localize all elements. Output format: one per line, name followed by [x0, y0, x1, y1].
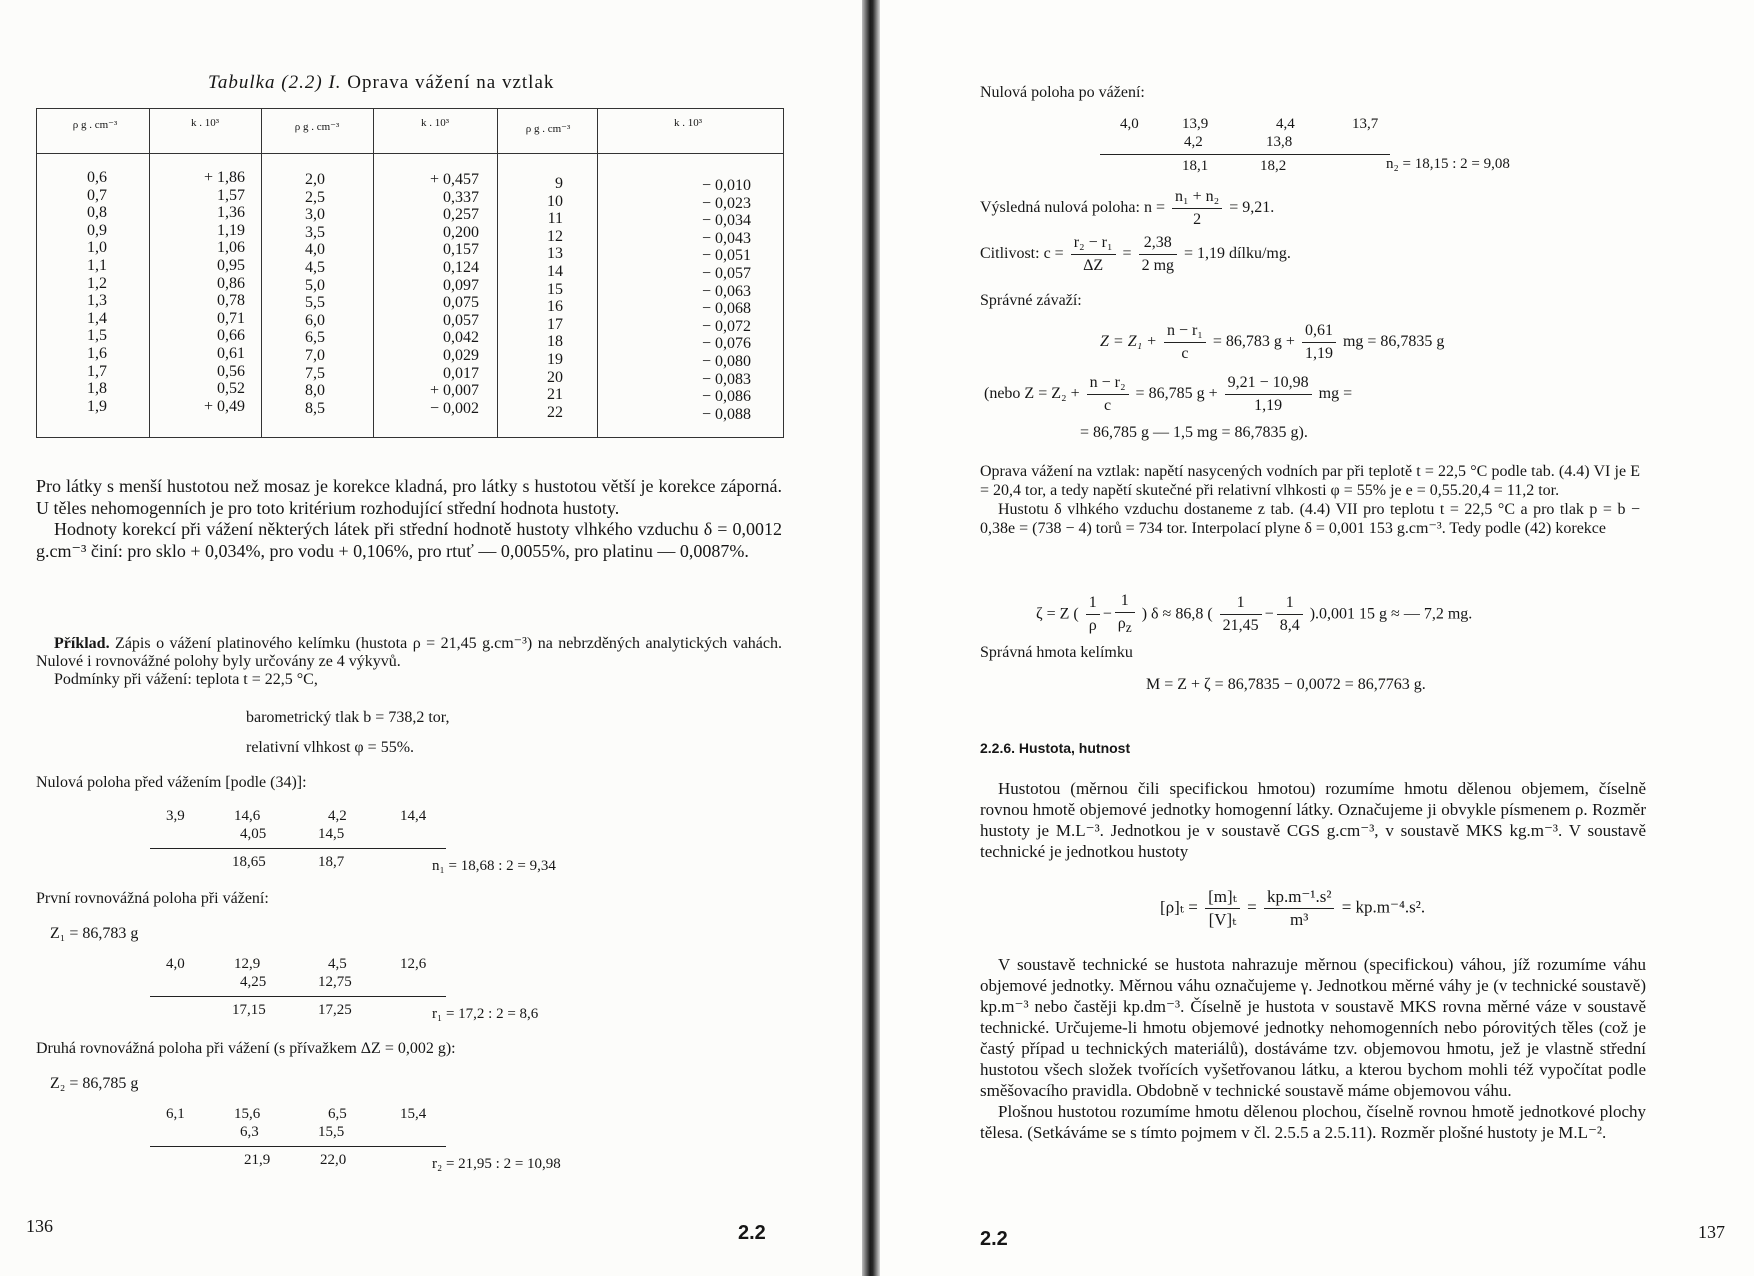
- table-cell: − 0,010: [701, 177, 751, 194]
- fraction: [1164, 320, 1206, 365]
- table-cell: − 0,083: [701, 370, 751, 388]
- table-cell: 1,7: [87, 362, 107, 380]
- table-cell: − 0,068: [701, 300, 751, 318]
- equation-part: mg = 86,7835 g: [1342, 333, 1445, 351]
- readings-value: 15,4: [400, 1106, 427, 1122]
- table-cell: 0,9: [87, 221, 107, 239]
- fraction: [1264, 886, 1335, 931]
- readings-value: 4,0: [1120, 116, 1139, 132]
- table-cell: 2,0: [305, 171, 325, 188]
- table-header-density: ρ g . cm⁻³: [525, 123, 571, 135]
- table-cell: 0,61: [217, 344, 245, 362]
- numerator: 1: [1220, 592, 1262, 615]
- table-cell: 10: [547, 192, 563, 210]
- readings-value: 3,9: [166, 808, 185, 824]
- table-cell: − 0,043: [701, 229, 751, 247]
- humidity-line: relativní vlhkost φ = 55%.: [246, 739, 415, 756]
- table-cell: + 1,86: [203, 169, 245, 186]
- table-cell: 0,56: [217, 362, 245, 380]
- correct-weight-label: Správné závaží:: [980, 292, 1082, 309]
- readings-sum: 17,25: [318, 1002, 352, 1018]
- table-cell: 0,017: [443, 364, 479, 382]
- table-cell: 3,0: [305, 206, 325, 224]
- fraction: [1225, 372, 1312, 417]
- fraction: [1087, 372, 1129, 417]
- resulting-zero-equation: [980, 186, 1274, 231]
- table-cell: 6,0: [305, 311, 325, 329]
- table-cell: 0,124: [443, 258, 479, 276]
- table-cell: + 0,49: [203, 397, 245, 415]
- readings-sum: 17,15: [232, 1002, 266, 1018]
- table-cell: 22: [547, 403, 563, 421]
- table-cell: 0,66: [217, 327, 245, 345]
- table-cell: − 0,023: [701, 194, 751, 212]
- table-cell: 1,57: [217, 186, 245, 204]
- fraction: [1071, 232, 1116, 277]
- numerator: 1: [1277, 592, 1303, 615]
- table-cell: 8,0: [305, 382, 325, 400]
- table-title: [208, 72, 554, 94]
- example-text: Zápis o vážení platinového kelímku (hustota ρ = 21,45 g.cm⁻³) na nebrzděných analytických vahách. Nulové i rovnovážné polohy byly určovány ze 4 výkyvů.: [36, 635, 783, 670]
- z1-value: Z₁ = 86,783 g: [50, 925, 139, 942]
- denominator: 21,45: [1222, 617, 1259, 635]
- table-cell: 1,8: [87, 380, 107, 398]
- denominator: m³: [1290, 910, 1309, 929]
- equation-value: = 1,19 dílku/mg.: [1184, 245, 1291, 263]
- paragraph: Pro látky s menší hustotou než mosaz je korekce kladná, pro látky s hustotou větší je korekce záporná. U těles nehomogenních je pro toto kritérium rozhodující střední hodnota hustoty.: [36, 476, 782, 518]
- table-cell: 0,042: [443, 329, 479, 347]
- table-cell: 16: [547, 298, 563, 316]
- denominator: 8,4: [1279, 617, 1300, 635]
- weight-equation-2: [984, 372, 1352, 417]
- table-cell: 0,200: [443, 223, 479, 241]
- table-cell: 17: [547, 315, 563, 333]
- table-cell: 1,06: [217, 239, 245, 257]
- readings-value: 13,9: [1182, 116, 1209, 132]
- equation-label: Výsledná nulová poloha: n =: [980, 199, 1165, 217]
- specific-weight-text: [980, 954, 1646, 1143]
- table-cell: − 0,072: [701, 317, 751, 335]
- table-cell: + 0,457: [429, 171, 479, 188]
- table-cell: 0,075: [443, 294, 479, 312]
- table-cell: 2,5: [305, 188, 325, 206]
- table-cell: − 0,063: [701, 282, 751, 300]
- table-column-k-2: [389, 171, 479, 417]
- readings-value: 4,4: [1276, 116, 1295, 132]
- readings-value: 12,75: [318, 974, 352, 990]
- table-cell: 1,36: [217, 204, 245, 222]
- numerator: 1: [1086, 592, 1100, 615]
- table-cell: 1,3: [87, 292, 107, 310]
- table-cell: 21: [547, 386, 563, 404]
- correct-mass-label: Správná hmota kelímku: [980, 644, 1133, 661]
- paragraph: Hustotu δ vlhkého vzduchu dostaneme z tab. (4.4) VII pro teplotu t = 22,5 °C a pro tlak p = b − 0,38e = (738 − 4) torů = 734 tor. Interpolací plyne δ = 0,001 153 g.cm⁻³. Tedy podle (42) korekce: [980, 501, 1640, 537]
- example-label: Příklad.: [54, 635, 110, 652]
- table-cell: 5,5: [305, 294, 325, 312]
- buoyancy-correction-table: [36, 108, 784, 438]
- second-position-label: Druhá rovnovážná poloha při vážení (s přívažkem ΔZ = 0,002 g):: [36, 1040, 456, 1057]
- denominator: 1,19: [1304, 345, 1333, 362]
- readings-sum: 22,0: [320, 1152, 347, 1168]
- table-cell: 0,7: [87, 186, 107, 204]
- equation-part: ζ = Z (: [1036, 605, 1079, 623]
- example-block: [36, 635, 782, 689]
- denominator: 2 mg: [1141, 257, 1175, 274]
- readings-value: 6,3: [240, 1124, 259, 1140]
- readings-sum: 18,7: [318, 854, 345, 870]
- readings-sum: 18,65: [232, 854, 266, 870]
- table-cell: 1,19: [217, 221, 245, 239]
- table-cell: 1,1: [87, 256, 107, 274]
- readings-value: 14,5: [318, 826, 345, 842]
- equation-part: [ρ]ₜ =: [1160, 897, 1198, 917]
- table-column-density-1: [73, 169, 107, 415]
- table-column-density-2: [289, 171, 325, 417]
- table-column-density-3: [521, 175, 563, 421]
- table-divider: [497, 109, 498, 437]
- fraction: [1115, 590, 1135, 639]
- first-position-label: První rovnovážná poloha při vážení:: [36, 890, 269, 907]
- table-cell: 1,6: [87, 344, 107, 362]
- table-cell: − 0,086: [701, 388, 751, 406]
- denominator: 1,19: [1254, 397, 1283, 414]
- table-cell: 1,2: [87, 274, 107, 292]
- table-cell: − 0,057: [701, 264, 751, 282]
- table-cell: 7,0: [305, 346, 325, 364]
- numerator: [m]ₜ: [1205, 886, 1240, 909]
- table-cell: 3,5: [305, 223, 325, 241]
- table-cell: − 0,076: [701, 335, 751, 353]
- table-cell: 1,5: [87, 327, 107, 345]
- readings-sum: 21,9: [244, 1152, 271, 1168]
- table-cell: − 0,002: [429, 399, 479, 417]
- readings-value: 4,05: [240, 826, 267, 842]
- numerator: 9,21 − 10,98: [1225, 372, 1312, 395]
- readings-value: 13,8: [1266, 134, 1293, 150]
- table-cell: 19: [547, 350, 563, 368]
- readings-value: 13,7: [1352, 116, 1379, 132]
- table-cell: − 0,051: [701, 247, 751, 265]
- zeta-equation: ζ = Z ( $\frac{1}{\rho}$ − $\frac{1}{\rho_z}$ ) δ ≈ 86,8 ( $\frac{1}{21,45}$ − $\frac{1}{8,4}$ ).0,001 15 g ≈ — 7,2 mg.: [1036, 590, 1472, 639]
- denominator: c: [1181, 345, 1189, 362]
- sum-rule: [150, 996, 446, 997]
- table-cell: 5,0: [305, 276, 325, 294]
- readings-value: 14,6: [234, 808, 261, 824]
- table-header-density: ρ g . cm⁻³: [72, 119, 118, 131]
- table-cell: 11: [547, 210, 563, 228]
- fraction: [1086, 592, 1100, 637]
- equation-part: = 86,785 g +: [1135, 385, 1218, 403]
- right-page: [880, 0, 1754, 1276]
- fraction: [1277, 592, 1303, 637]
- table-cell: 0,097: [443, 276, 479, 294]
- table-cell: 4,5: [305, 258, 325, 276]
- table-column-k-3: [657, 177, 751, 423]
- left-page: [0, 0, 862, 1276]
- numerator: 2,38: [1139, 232, 1177, 255]
- density-dimension-equation: [ρ]ₜ = $\frac{\text{[m]ₜ}}{\text{[V]ₜ}}$ = $\frac{\text{kp.m⁻¹.s²}}{\text{m³}}$ = kp.m⁻⁴.s².: [1160, 887, 1426, 929]
- first-result: r₁ = 17,2 : 2 = 8,6: [432, 1006, 539, 1022]
- fraction: [1172, 186, 1222, 231]
- table-cell: 0,337: [443, 188, 479, 206]
- equation-part: (nebo Z = Z₂ +: [984, 385, 1080, 403]
- denominator: 2: [1193, 211, 1202, 228]
- readings-value: 4,2: [1184, 134, 1203, 150]
- sum-rule: [1100, 154, 1390, 155]
- equation-part: ).0,001 15 g ≈ — 7,2 mg.: [1309, 605, 1473, 623]
- equation-part: = 86,783 g +: [1212, 333, 1295, 351]
- readings-value: 4,2: [328, 808, 347, 824]
- section-footer: 2.2: [738, 1222, 766, 1244]
- text-block: [36, 476, 782, 562]
- table-header-k: k . 10³: [420, 117, 450, 129]
- section-heading: 2.2.6. Hustota, hutnost: [980, 740, 1131, 756]
- weight-equation-1: [1100, 320, 1444, 365]
- page-number: 137: [1698, 1222, 1725, 1242]
- table-cell: 20: [547, 368, 563, 386]
- table-cell: 15: [547, 280, 563, 298]
- table-title-text: Oprava vážení na vztlak: [347, 72, 555, 93]
- table-cell: 4,0: [305, 241, 325, 259]
- readings-value: 14,4: [400, 808, 427, 824]
- equation-part: = kp.m⁻⁴.s².: [1341, 897, 1426, 917]
- table-cell: 7,5: [305, 364, 325, 382]
- table-cell: 12: [547, 227, 563, 245]
- numerator: n − r₂: [1087, 372, 1129, 395]
- book-gutter: [862, 0, 880, 1276]
- equation-part: mg =: [1318, 385, 1353, 403]
- sensitivity-equation: Citlivost: c = $\frac{\text{r₂ − r₁}}{\Delta Z}$ = $\frac{2,38}{2 mg}$ = 1,19 dílku/mg.: [980, 232, 1291, 277]
- table-cell: 1,9: [87, 397, 107, 415]
- table-column-k-1: [177, 169, 245, 415]
- numerator: n − r₁: [1164, 320, 1206, 343]
- table-cell: 0,71: [217, 309, 245, 327]
- readings-value: 4,5: [328, 956, 347, 972]
- paragraph: Plošnou hustotou rozumíme hmotu dělenou plochou, číselně rovnou hmotě jednotkové plochy tělesa. (Setkáváme se s tímto pojmem v čl. 2.5.5 a 2.5.11). Rozměr plošné hustoty je M.L⁻².: [980, 1102, 1646, 1142]
- numerator: 1: [1115, 590, 1135, 613]
- numerator: 0,61: [1302, 320, 1336, 343]
- pressure-line: barometrický tlak b = 738,2 tor,: [246, 709, 450, 726]
- z2-value: Z₂ = 86,785 g: [50, 1075, 139, 1092]
- paragraph: V soustavě technické se hustota nahrazuje měrnou (specifickou) váhou, jíž rozumíme váhu objemové jednotky. Měrnou váhu označujeme γ. Jednotkou měrné váhy je (v technické soustavě) kp.m⁻³ nebo častěji kp.dm⁻³. Číselně je hustota v soustavě MKS rovna měrné váze v soustavě technické. Určujeme-li hmotu objemové jednotky nehomogenních nebo pórovitých těles (což je častý případ u technických materiálů), dostáváme tzv. objemovou hmotu, jež je vlastně střední hustotou všech složek tvořících vyšetřovanou látku, a kterou bychom mohli též vypočítat podle směšovacího pravidla. Obdobně v technické soustavě máme objemovou váhu.: [980, 955, 1646, 1100]
- readings-sum: 18,1: [1182, 158, 1209, 174]
- denominator: ΔZ: [1083, 257, 1104, 274]
- table-cell: 0,8: [87, 204, 107, 222]
- mass-equation: M = Z + ζ = 86,7835 − 0,0072 = 86,7763 g.: [1146, 676, 1426, 693]
- readings-value: 6,5: [328, 1106, 347, 1122]
- paragraph: Oprava vážení na vztlak: napětí nasycených vodních par při teplotě t = 22,5 °C podle tab. (4.4) VI je E = 20,4 tor, a tedy napětí skutečné při relativní vlhkosti φ = 55% je e = 0,55.20,4 = 11,2 tor.: [980, 463, 1640, 499]
- sum-rule: [150, 1146, 446, 1147]
- table-cell: − 0,080: [701, 352, 751, 370]
- fraction: [1205, 886, 1240, 931]
- table-title-number: Tabulka (2.2) I.: [208, 72, 342, 93]
- table-cell: 1,0: [87, 239, 107, 257]
- table-divider: [597, 109, 598, 437]
- table-divider: [261, 109, 262, 437]
- buoyancy-text: [980, 462, 1640, 538]
- zero-result: n₁ = 18,68 : 2 = 9,34: [432, 858, 556, 874]
- table-header-k: k . 10³: [673, 117, 703, 129]
- table-cell: 0,057: [443, 311, 479, 329]
- equation-value: = 9,21.: [1229, 199, 1275, 217]
- readings-value: 4,0: [166, 956, 185, 972]
- table-header-density: ρ g . cm⁻³: [294, 121, 340, 133]
- numerator: r₂ − r₁: [1071, 232, 1116, 255]
- table-cell: 0,029: [443, 346, 479, 364]
- table-cell: 18: [547, 333, 563, 351]
- denominator: ρ: [1088, 617, 1097, 635]
- table-cell: 1,4: [87, 309, 107, 327]
- second-result: r₂ = 21,95 : 2 = 10,98: [432, 1156, 561, 1172]
- table-cell: − 0,088: [701, 405, 751, 423]
- table-cell: 0,257: [443, 206, 479, 224]
- equation-label: Citlivost: c =: [980, 245, 1064, 263]
- readings-value: 12,6: [400, 956, 427, 972]
- denominator: c: [1104, 397, 1112, 414]
- table-divider: [373, 109, 374, 437]
- section-footer: 2.2: [980, 1228, 1008, 1250]
- page-number: 136: [26, 1216, 53, 1236]
- table-cell: 0,52: [217, 380, 245, 398]
- table-cell: + 0,007: [429, 382, 479, 400]
- readings-value: 12,9: [234, 956, 261, 972]
- table-cell: 0,6: [87, 169, 107, 186]
- fraction: [1220, 592, 1262, 637]
- zero-before-label: Nulová poloha před vážením [podle (34)]:: [36, 774, 307, 791]
- density-paragraph: [980, 778, 1646, 862]
- numerator: n₁ + n₂: [1172, 186, 1222, 209]
- table-header-k: k . 10³: [190, 117, 220, 129]
- table-cell: − 0,034: [701, 212, 751, 230]
- table-cell: 0,78: [217, 292, 245, 310]
- table-cell: 0,157: [443, 241, 479, 259]
- denominator: $\rho_z$: [1117, 615, 1132, 636]
- fraction: [1139, 232, 1177, 277]
- table-cell: 13: [547, 245, 563, 263]
- table-cell: 0,86: [217, 274, 245, 292]
- numerator: kp.m⁻¹.s²: [1264, 886, 1335, 909]
- readings-sum: 18,2: [1260, 158, 1287, 174]
- zero-after-label: Nulová poloha po vážení:: [980, 84, 1145, 101]
- readings-value: 15,5: [318, 1124, 345, 1140]
- sum-rule: [150, 848, 446, 849]
- readings-value: 6,1: [166, 1106, 185, 1122]
- table-divider: [149, 109, 150, 437]
- equation-part: ) δ ≈ 86,8 (: [1141, 605, 1213, 623]
- equation-part: Z = Z₁ +: [1100, 333, 1157, 351]
- readings-value: 4,25: [240, 974, 267, 990]
- readings-value: 15,6: [234, 1106, 261, 1122]
- paragraph: Hodnoty korekcí při vážení některých látek při střední hodnotě hustoty vlhkého vzduchu δ = 0,0012 g.cm⁻³ činí: pro sklo + 0,034%, pro vodu + 0,106%, pro rtuť — 0,0055%, pro platinu — 0,0087%.: [36, 519, 782, 561]
- paragraph: Hustotou (měrnou čili specifickou hmotou) rozumíme hmotu dělenou objemem, číselně rovnou hmotě objemové jednotky homogenní látky. Označujeme ji obvykle písmenem ρ. Rozměr hustoty je M.L⁻³. Jednotkou je v soustavě CGS g.cm⁻³, v soustavě MKS kg.m⁻³. V soustavě technické je jednotkou hustoty: [980, 779, 1646, 861]
- weight-equation-3: = 86,785 g — 1,5 mg = 86,7835 g).: [1080, 424, 1308, 441]
- table-cell: 9: [555, 175, 563, 192]
- table-cell: 8,5: [305, 399, 325, 417]
- table-cell: 0,95: [217, 256, 245, 274]
- after-result: n₂ = 18,15 : 2 = 9,08: [1386, 156, 1510, 172]
- denominator: [V]ₜ: [1208, 910, 1237, 929]
- fraction: [1302, 320, 1336, 365]
- table-cell: 6,5: [305, 329, 325, 347]
- table-cell: 14: [547, 262, 563, 280]
- conditions: Podmínky při vážení: teplota t = 22,5 °C,: [54, 671, 318, 688]
